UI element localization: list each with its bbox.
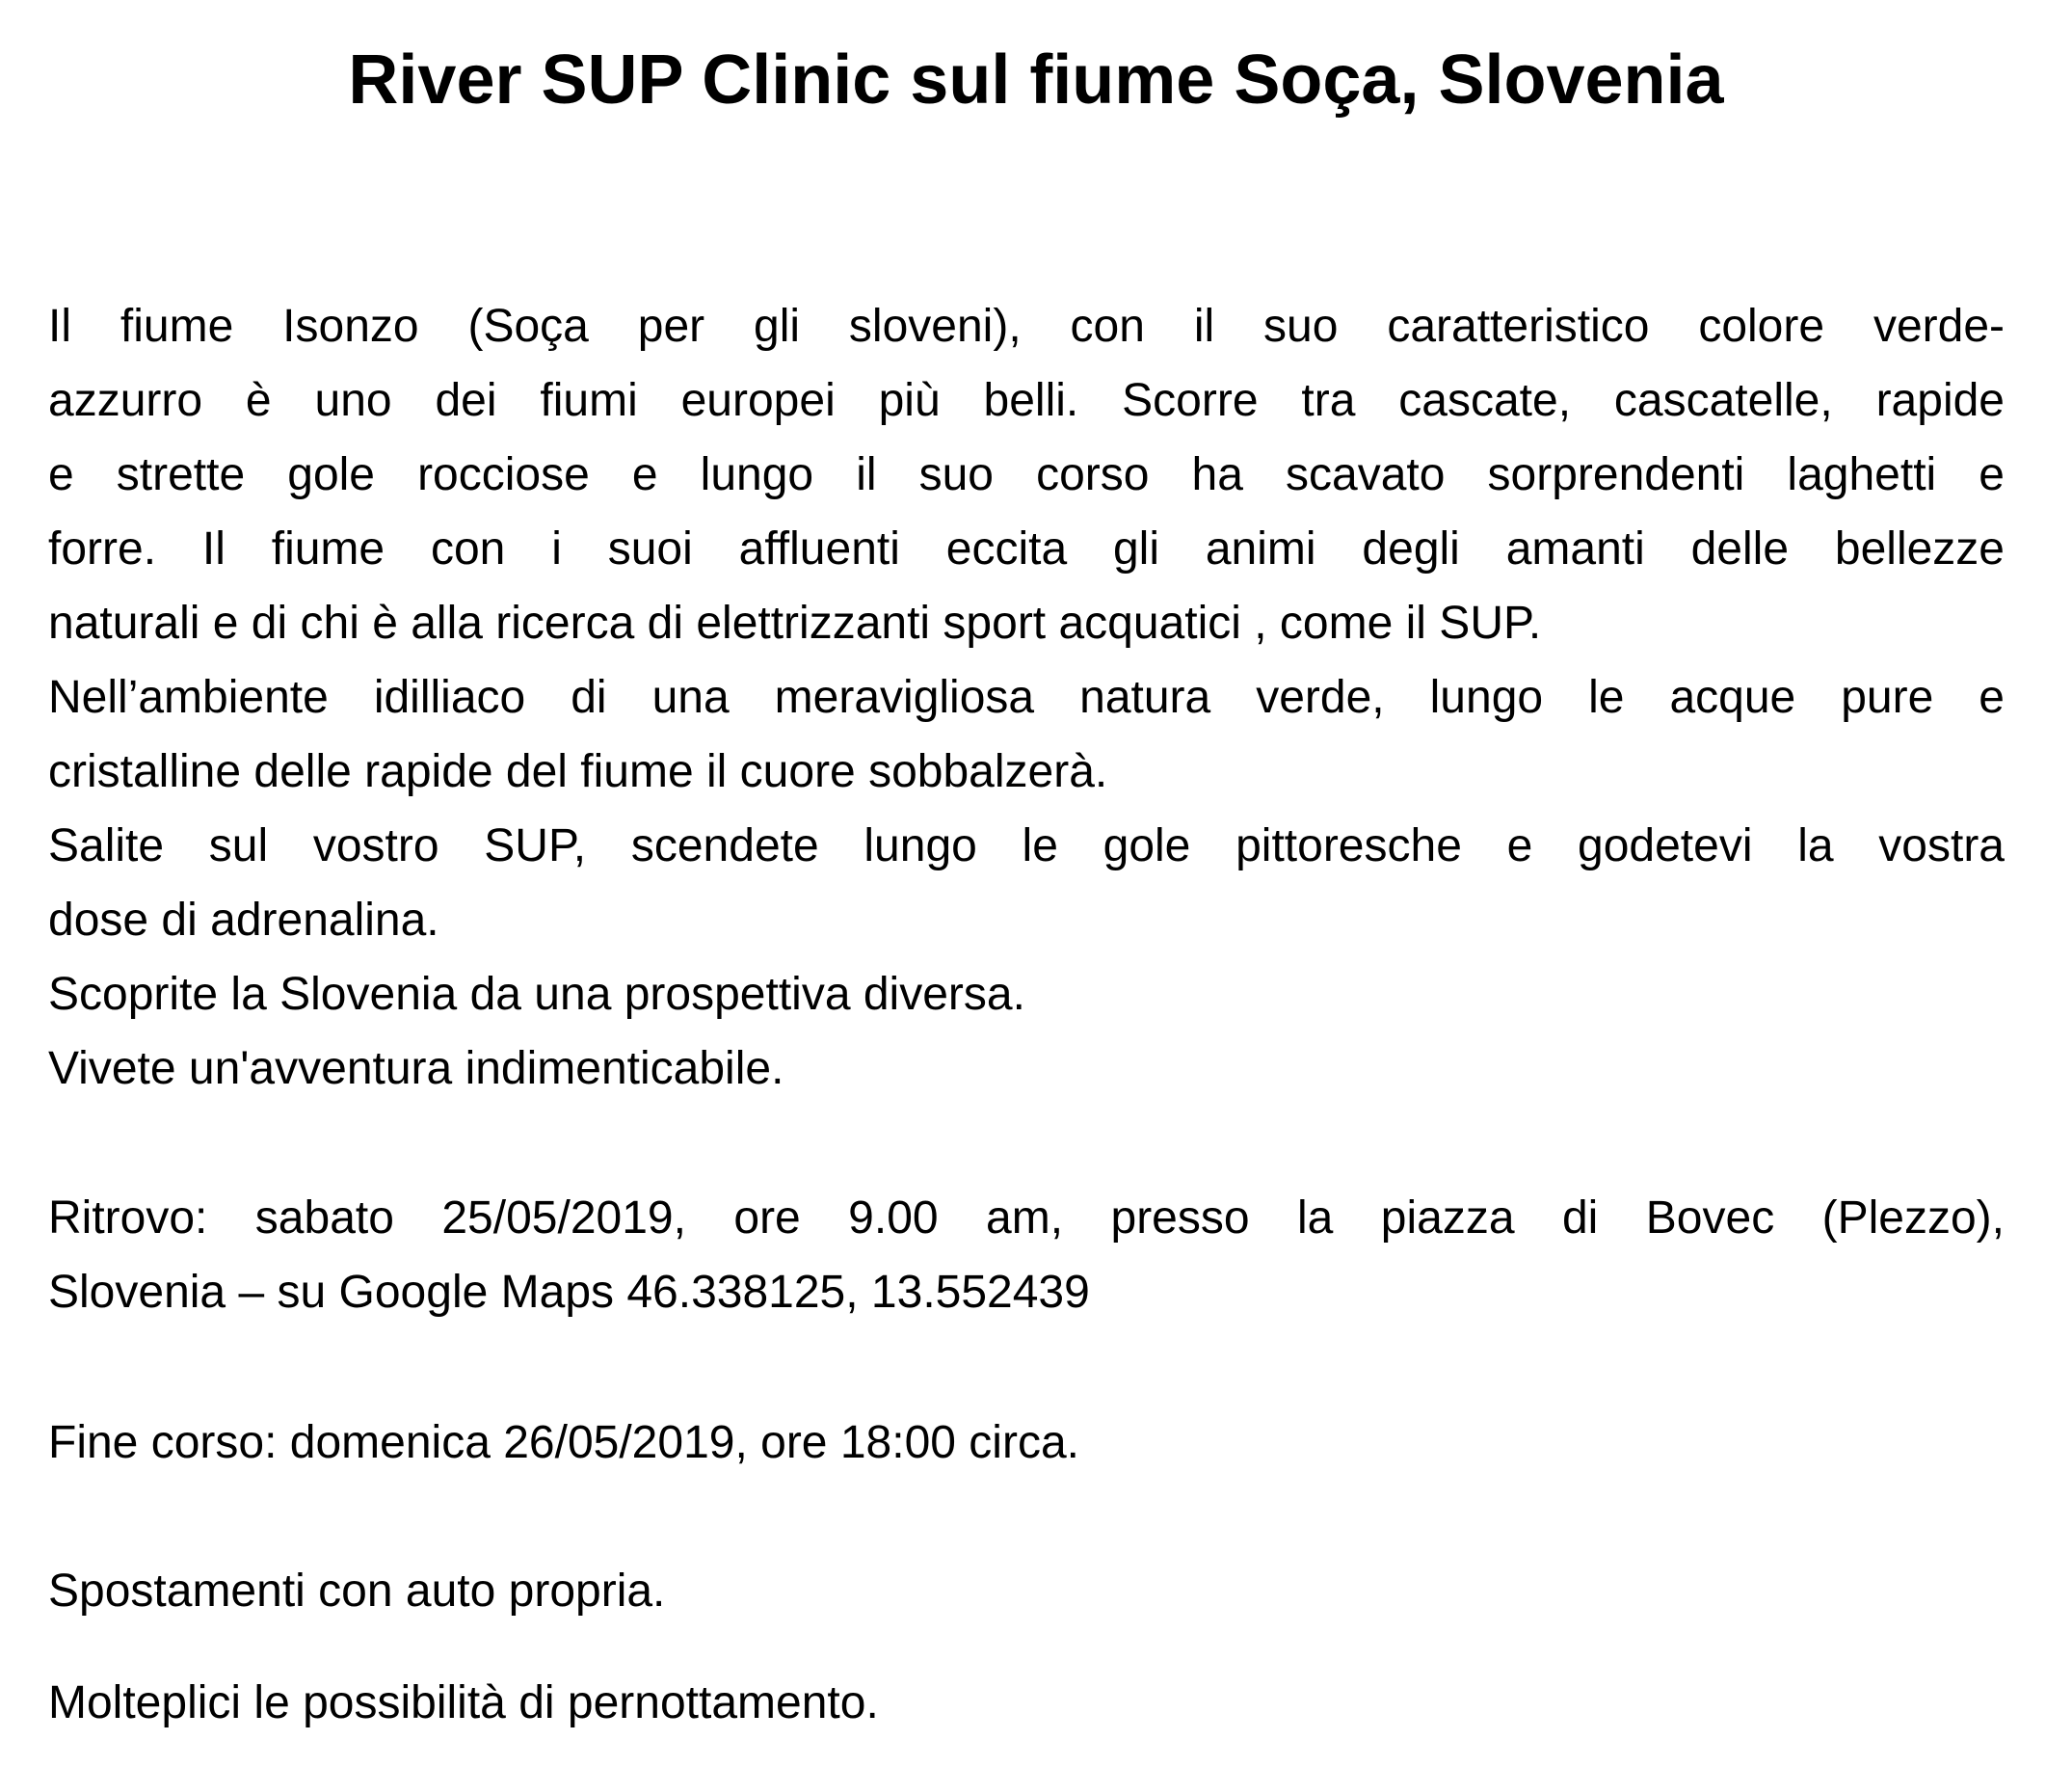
intro-line: naturali e di chi è alla ricerca di elettrizzanti sport acquatici , come il SUP. [48,598,1542,649]
intro-line: forre. Il fiume con i suoi affluenti eccita gli animi degli amanti delle bellezze [48,523,2005,575]
vivete-text: Vivete un'avventura indimenticabile. [48,1043,784,1094]
pernottamento-line [48,1666,2005,1740]
ritrovo-line: Slovenia – su Google Maps 46.338125, 13.552439 [48,1267,1090,1318]
ambiente-paragraph [48,660,2005,809]
salite-paragraph [48,809,2005,957]
ambiente-line: cristalline delle rapide del fiume il cuore sobbalzerà. [48,746,1108,797]
intro-paragraph [48,289,2005,660]
scoprite-text: Scoprite la Slovenia da una prospettiva diversa. [48,969,1025,1020]
vivete-line [48,1031,2005,1106]
ambiente-line: Nell’ambiente idilliaco di una meravigliosa natura verde, lungo le acque pure e [48,672,2005,723]
salite-line: Salite sul vostro SUP, scendete lungo le gole pittoresche e godetevi la vostra [48,820,2005,871]
ritrovo-line: Ritrovo: sabato 25/05/2019, ore 9.00 am, presso la piazza di Bovec (Plezzo), [48,1192,2005,1244]
fine-corso-line [48,1406,2005,1480]
scoprite-line [48,957,2005,1031]
intro-line: Il fiume Isonzo (Soça per gli sloveni), con il suo caratteristico colore verde- [48,301,2005,352]
pernottamento-text: Molteplici le possibilità di pernottamento. [48,1677,879,1728]
intro-line: e strette gole rocciose e lungo il suo corso ha scavato sorprendenti laghetti e [48,449,2005,500]
spostamenti-line [48,1554,2005,1628]
spostamenti-text: Spostamenti con auto propria. [48,1566,666,1617]
document-title: River SUP Clinic sul fiume Soça, Slovenia [348,41,1724,119]
fine-corso-text: Fine corso: domenica 26/05/2019, ore 18:00 circa. [48,1417,1079,1468]
intro-line: azzurro è uno dei fiumi europei più belli. Scorre tra cascate, cascatelle, rapide [48,375,2005,426]
ritrovo-paragraph [48,1181,2005,1329]
salite-line: dose di adrenalina. [48,895,439,946]
